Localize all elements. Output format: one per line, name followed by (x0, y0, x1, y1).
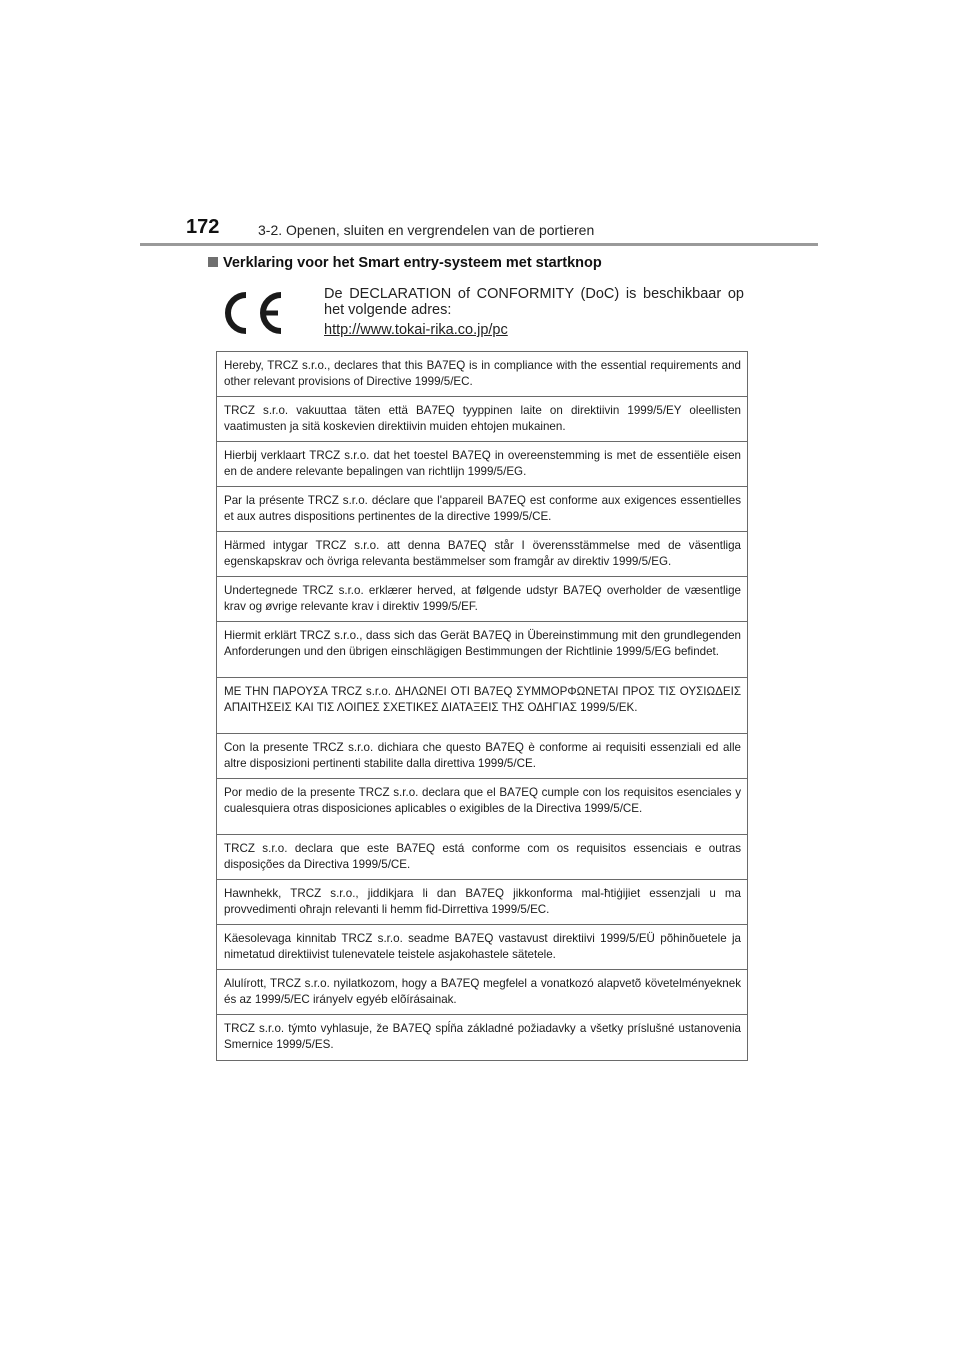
page-number: 172 (186, 216, 220, 238)
declaration-nl: Hierbij verklaart TRCZ s.r.o. dat het toestel BA7EQ in overeenstemming is met de essentiële eisen en de andere relevante bepalingen van richtlijn 1999/5/EG. (217, 442, 747, 487)
declaration-mt: Hawnhekk, TRCZ s.r.o., jiddikjara li dan BA7EQ jikkonforma mal-ħtiġijiet essenzjali u ma provvedimenti oħrajn relevanti li hemm fid-Dirrettiva 1999/5/EC. (217, 880, 747, 925)
declaration-fi: TRCZ s.r.o. vakuuttaa täten että BA7EQ tyyppinen laite on direktiivin 1999/5/EY oleellisten vaatimusten ja sitä koskevien direktiivin muiden ehtojen mukainen. (217, 397, 747, 442)
declaration-hu: Alulírott, TRCZ s.r.o. nyilatkozom, hogy a BA7EQ megfelel a vonatkozó alapvetõ követelményeknek és az 1999/5/EC irányelv egyéb elõírásainak. (217, 970, 747, 1015)
doc-availability-text: De DECLARATION of CONFORMITY (DoC) is beschikbaar op het volgende adres: (324, 286, 744, 318)
doc-url-link[interactable]: http://www.tokai-rika.co.jp/pc (324, 322, 508, 338)
declaration-pt: TRCZ s.r.o. declara que este BA7EQ está conforme com os requisitos essenciais e outras disposições da Directiva 1999/5/CE. (217, 835, 747, 880)
declaration-en: Hereby, TRCZ s.r.o., declares that this BA7EQ is in compliance with the essential requirements and other relevant provisions of Directive 1999/5/EC. (217, 352, 747, 397)
declaration-fr: Par la présente TRCZ s.r.o. déclare que l'appareil BA7EQ est conforme aux exigences essentielles et aux autres dispositions pertinentes de la directive 1999/5/CE. (217, 487, 747, 532)
declaration-sv: Härmed intygar TRCZ s.r.o. att denna BA7EQ står I överensstämmelse med de väsentliga egenskapskrav och övriga relevanta bestämmelser som framgår av direktiv 1999/5/EG. (217, 532, 747, 577)
ce-mark-icon (224, 290, 286, 336)
header-rule (140, 243, 818, 246)
declaration-es: Por medio de la presente TRCZ s.r.o. declara que el BA7EQ cumple con los requisitos esenciales y cualesquiera otras disposiciones aplicables o exigibles de la Directiva 1999/5/CE. (217, 779, 747, 835)
section-heading-text: Verklaring voor het Smart entry-systeem met startknop (223, 255, 602, 271)
declaration-it: Con la presente TRCZ s.r.o. dichiara che questo BA7EQ è conforme ai requisiti essenziali ed alle altre disposizioni pertinenti stabilite dalla direttiva 1999/5/CE. (217, 734, 747, 779)
chapter-title: 3-2. Openen, sluiten en vergrendelen van de portieren (258, 222, 595, 238)
square-bullet-icon (208, 257, 218, 267)
declaration-sk: TRCZ s.r.o. týmto vyhlasuje, že BA7EQ spĺňa základné požiadavky a všetky príslušné ustanovenia Smernice 1999/5/ES. (224, 1022, 741, 1051)
declaration-da: Undertegnede TRCZ s.r.o. erklærer herved, at følgende udstyr BA7EQ overholder de væsentlige krav og øvrige relevante krav i direktiv 1999/5/EF. (217, 577, 747, 622)
declaration-de: Hiermit erklärt TRCZ s.r.o., dass sich das Gerät BA7EQ in Übereinstimmung mit den grundlegenden Anforderungen und den übrigen einschlägigen Bestimmungen der Richtlinie 1999/5/EG befindet. (217, 622, 747, 678)
declaration-el: ΜΕ ΤΗΝ ΠΑΡΟΥΣΑ TRCZ s.r.o. ΔΗΛΩΝΕΙ ΟΤΙ BA7EQ ΣΥΜΜΟΡΦΩΝΕΤΑΙ ΠΡΟΣ ΤΙΣ ΟΥΣΙΩΔΕΙΣ ΑΠΑΙΤΗΣΕΙΣ ΚΑΙ ΤΙΣ ΛΟΙΠΕΣ ΣΧΕΤΙΚΕΣ ΔΙΑΤΑΞΕΙΣ ΤΗΣ ΟΔΗΓΙΑΣ 1999/5/ΕΚ. (217, 678, 747, 734)
section-heading (208, 255, 602, 271)
declaration-et: Käesolevaga kinnitab TRCZ s.r.o. seadme BA7EQ vastavust direktiivi 1999/5/EÜ põhinõuetele ja nimetatud direktiivist tulenevatele teistele asjakohastele sätetele. (217, 925, 747, 970)
declarations-table (216, 351, 748, 1061)
